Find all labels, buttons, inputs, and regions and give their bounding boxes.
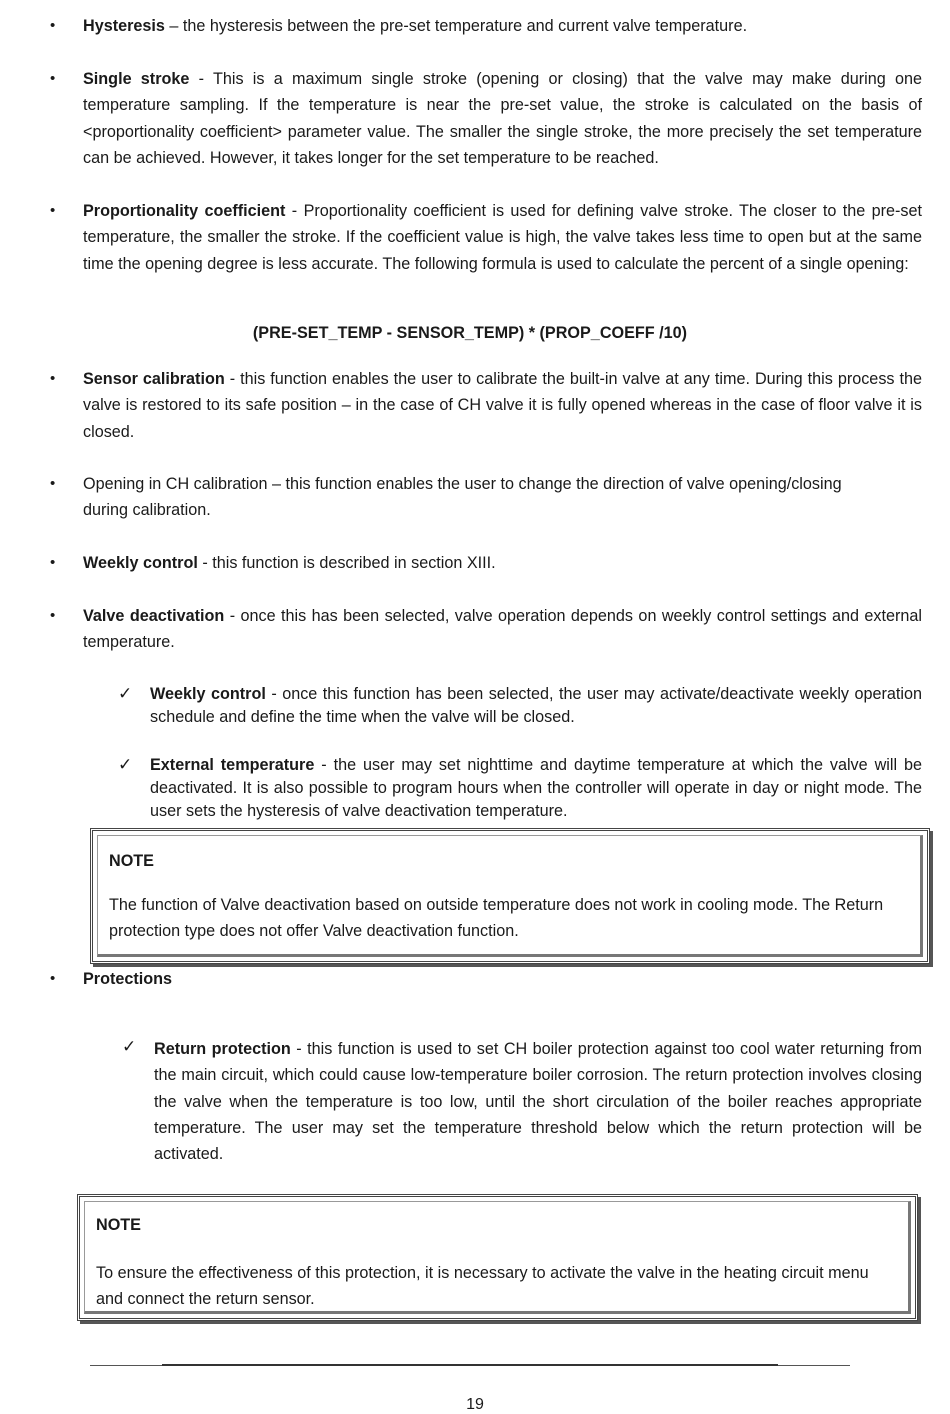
subitem-desc: - this function is used to set CH boiler protection against too cool water returning from the main circuit, which could cause low-temperature boiler corrosion. The return protection involves closing the valve when the temperature is too low, until the short circulation of the boiler reaches appropriate temperature. The user may set the temperature threshold below which the return protection will be activated. — [154, 1040, 922, 1164]
bullet-text — [83, 471, 888, 524]
bullet-term: Weekly control — [83, 554, 198, 572]
note-body: To ensure the effectiveness of this protection, it is necessary to activate the valve in the heating circuit menu and connect the return sensor. — [96, 1264, 869, 1308]
bullet-desc: - this function is described in section XIII. — [197, 554, 496, 572]
bullet-term: Proportionality coefficient — [83, 202, 286, 220]
bullet-dot: • — [50, 554, 56, 571]
note-frame — [97, 835, 923, 957]
bullet-desc: – the hysteresis between the pre-set temperature and current valve temperature. — [164, 17, 748, 35]
note-frame — [84, 1201, 911, 1314]
bullet-text — [83, 966, 922, 992]
bullet-text — [83, 603, 922, 656]
bullet-dot: • — [50, 970, 56, 987]
note-box — [77, 1194, 918, 1321]
bullet-weekly-control — [50, 550, 922, 576]
bullet-opening-ch-calibration — [50, 471, 888, 525]
note-title: NOTE — [109, 852, 154, 870]
note-title: NOTE — [96, 1216, 141, 1234]
bullet-term: Valve deactivation — [83, 607, 225, 625]
subitem-return-protection — [122, 1036, 922, 1168]
bullet-text — [83, 13, 922, 39]
checkmark-icon: ✓ — [118, 684, 133, 703]
checkmark-icon: ✓ — [122, 1037, 137, 1056]
bullet-desc: - This is a maximum single stroke (opening or closing) that the valve may make during one temperature sampling. If the temperature is near the pre-set value, the stroke is calculated on the basis of <proportionality coefficient> parameter value. The smaller the single stroke, the more precisely the set temperature can be achieved. However, it takes longer for the set temperature to be reached. — [83, 70, 922, 167]
subitem-text — [154, 1036, 922, 1167]
bullet-term: Sensor calibration — [83, 370, 225, 388]
bullet-dot: • — [50, 70, 56, 87]
bullet-term: Single stroke — [83, 70, 190, 88]
bullet-valve-deactivation — [50, 603, 922, 657]
subitem-external-temperature — [118, 754, 922, 824]
bullet-dot: • — [50, 370, 56, 387]
subitem-weekly-control — [118, 683, 922, 731]
page-number: 19 — [466, 1396, 484, 1413]
bullet-text — [83, 550, 922, 576]
bullet-dot: • — [50, 202, 56, 219]
bullet-dot: • — [50, 17, 56, 34]
subitem-text — [150, 754, 922, 822]
bullet-hysteresis — [50, 13, 922, 39]
bullet-desc: - Proportionality coefficient is used for defining valve stroke. The closer to the pre-set temperature, the smaller the stroke. If the coefficient value is high, the valve takes less time to open but at the same time the opening degree is less accurate. The following formula is used to calculate the percent of a single opening: — [83, 202, 922, 273]
note-box — [90, 828, 930, 964]
bullet-desc: - once this has been selected, valve operation depends on weekly control settings and external temperature. — [83, 607, 922, 652]
bullet-sensor-calibration — [50, 366, 922, 446]
bullet-dot: • — [50, 475, 56, 492]
bullet-term: Hysteresis — [83, 17, 165, 35]
footer-divider-thick — [162, 1364, 778, 1366]
bullet-single-stroke — [50, 66, 922, 172]
subitem-desc: - once this function has been selected, the user may activate/deactivate weekly operation schedule and define the time when the valve will be closed. — [150, 685, 923, 726]
subitem-term: External temperature — [150, 756, 315, 774]
bullet-dot: • — [50, 607, 56, 624]
bullet-text — [83, 366, 922, 445]
subitem-desc: - the user may set nighttime and daytime temperature at which the valve will be deactivated. It is also possible to program hours when the controller will operate in day or night mode. The user sets the hysteresis of valve deactivation temperature. — [150, 756, 922, 820]
bullet-desc: Opening in CH calibration – this function enables the user to change the direction of valve opening/closing during calibration. — [83, 475, 842, 520]
footer-divider — [90, 1365, 850, 1366]
bullet-text — [83, 198, 922, 277]
subitem-term: Weekly control — [150, 685, 266, 703]
subitem-text — [150, 683, 922, 729]
bullet-protections — [50, 966, 922, 992]
checkmark-icon: ✓ — [118, 755, 133, 774]
bullet-text — [83, 66, 922, 171]
bullet-term: Protections — [83, 970, 173, 988]
bullet-proportionality-coefficient — [50, 198, 922, 304]
note-body: The function of Valve deactivation based on outside temperature does not work in cooling mode. The Return protection type does not offer Valve deactivation function. — [109, 896, 884, 940]
bullet-desc: - this function enables the user to calibrate the built-in valve at any time. During this process the valve is restored to its safe position – in the case of CH valve it is fully opened whereas in the case of floor valve it is closed. — [83, 370, 922, 441]
subitem-term: Return protection — [154, 1040, 291, 1058]
formula: (PRE-SET_TEMP - SENSOR_TEMP) * (PROP_COEFF /10) — [252, 324, 688, 342]
